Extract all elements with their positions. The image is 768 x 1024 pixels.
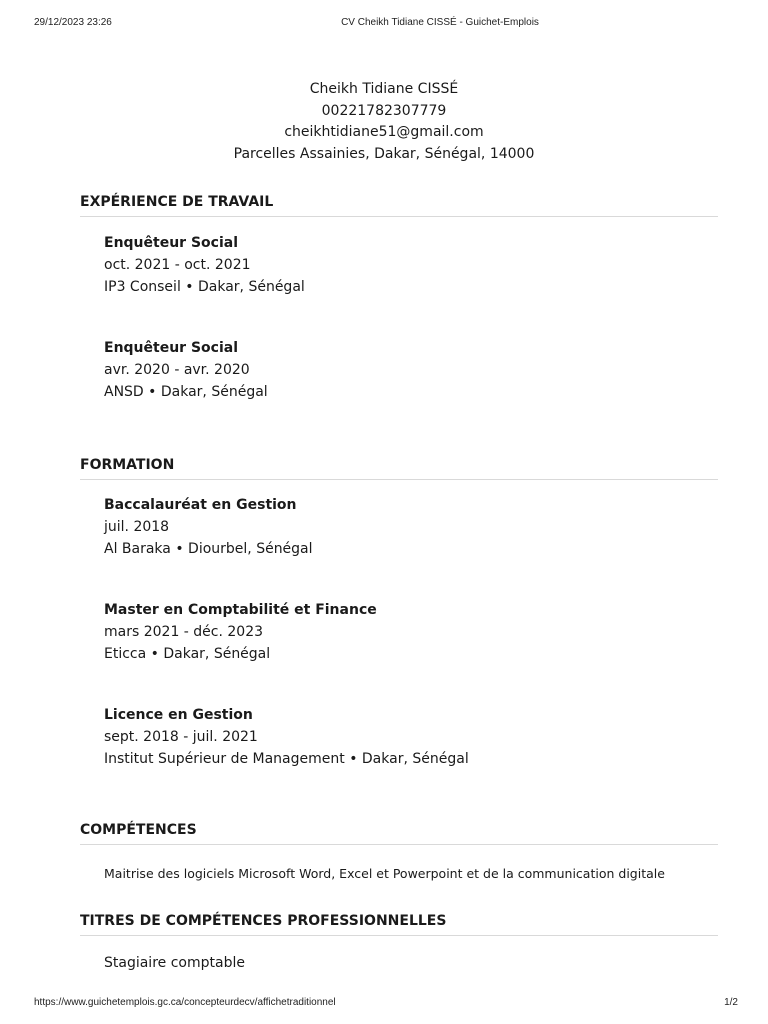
entry-place: ANSD • Dakar, Sénégal — [104, 384, 268, 400]
experience-heading: EXPÉRIENCE DE TRAVAIL — [80, 194, 718, 217]
candidate-email: cheikhtidiane51@gmail.com — [284, 124, 484, 140]
entry-place: IP3 Conseil • Dakar, Sénégal — [104, 279, 305, 295]
print-url: https://www.guichetemplois.gc.ca/concepteurdecv/affichetraditionnel — [34, 997, 336, 1008]
entry-dates: avr. 2020 - avr. 2020 — [104, 362, 250, 378]
entry-title: Enquêteur Social — [104, 340, 238, 356]
print-page-number: 1/2 — [724, 997, 738, 1008]
print-page-title: CV Cheikh Tidiane CISSÉ - Guichet-Emplois — [341, 17, 539, 28]
print-header — [0, 17, 768, 31]
certifications-text: Stagiaire comptable — [104, 955, 245, 971]
print-footer — [0, 997, 768, 1011]
experience-entry — [104, 337, 704, 403]
entry-place: Institut Supérieur de Management • Dakar, Sénégal — [104, 751, 469, 767]
education-entry — [104, 599, 704, 665]
entry-dates: juil. 2018 — [104, 519, 170, 535]
entry-title: Baccalauréat en Gestion — [104, 497, 297, 513]
entry-title: Master en Comptabilité et Finance — [104, 602, 377, 618]
candidate-name: Cheikh Tidiane CISSÉ — [309, 81, 459, 97]
entry-place: Eticca • Dakar, Sénégal — [104, 646, 271, 662]
experience-entry — [104, 232, 704, 298]
entry-dates: mars 2021 - déc. 2023 — [104, 624, 264, 640]
contact-block — [0, 79, 768, 165]
candidate-address: Parcelles Assainies, Dakar, Sénégal, 14000 — [233, 145, 535, 162]
education-entry — [104, 704, 704, 770]
education-heading: FORMATION — [80, 457, 718, 480]
education-entry — [104, 494, 704, 560]
entry-dates: sept. 2018 - juil. 2021 — [104, 729, 258, 745]
entry-place: Al Baraka • Diourbel, Sénégal — [104, 541, 313, 557]
certifications-heading: TITRES DE COMPÉTENCES PROFESSIONNELLES — [80, 913, 718, 936]
entry-dates: oct. 2021 - oct. 2021 — [104, 257, 251, 273]
skills-heading: COMPÉTENCES — [80, 822, 718, 845]
print-datetime: 29/12/2023 23:26 — [34, 17, 112, 28]
entry-title: Licence en Gestion — [104, 707, 253, 723]
skills-text: Maitrise des logiciels Microsoft Word, Excel et Powerpoint et de la communication digitale — [104, 866, 665, 881]
entry-title: Enquêteur Social — [104, 235, 238, 251]
candidate-phone: 00221782307779 — [321, 102, 447, 119]
